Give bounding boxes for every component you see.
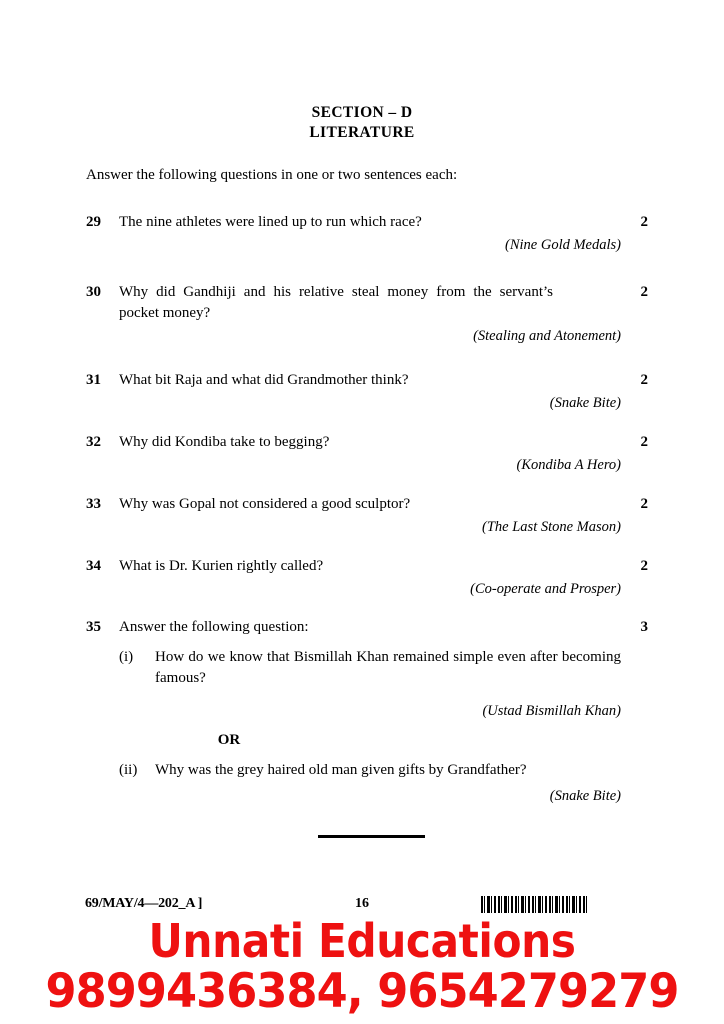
question-row (86, 432, 648, 453)
question-number: 31 (86, 372, 101, 388)
question-number: 33 (86, 496, 101, 512)
question-text: What bit Raja and what did Grandmother think? (119, 372, 409, 388)
sub-question-text: How do we know that Bismillah Khan remained simple even after becoming famous? (155, 649, 621, 686)
question-text: What is Dr. Kurien rightly called? (119, 558, 324, 574)
sub-question-source: (Ustad Bismillah Khan) (482, 703, 621, 719)
question-text: Why did Gandhiji and his relative steal money from the servant’s pocket money? (119, 284, 553, 321)
question-block-34 (86, 556, 648, 599)
watermark-name: Unnati Educations (148, 914, 576, 968)
page-number: 16 (355, 896, 369, 911)
watermark-overlay (0, 916, 724, 1018)
question-number: 32 (86, 434, 101, 450)
question-row (86, 617, 648, 638)
question-marks: 3 (640, 619, 648, 635)
section-title: SECTION – D (311, 104, 413, 121)
question-number: 30 (86, 284, 101, 300)
question-text: Why did Kondiba take to begging? (119, 434, 330, 450)
question-row (86, 282, 648, 324)
sub-question-text: Why was the grey haired old man given gifts by Grandfather? (155, 762, 527, 778)
question-row (86, 556, 648, 577)
question-number: 29 (86, 214, 101, 230)
question-source: (The Last Stone Mason) (482, 519, 621, 535)
question-text: Answer the following question: (119, 619, 309, 635)
watermark-phone: 9899436384, 9654279279 (45, 964, 679, 1019)
sub-question-label: (ii) (119, 762, 138, 778)
question-source: (Kondiba A Hero) (516, 457, 621, 473)
section-subject: LITERATURE (309, 124, 415, 141)
end-of-paper-rule (318, 835, 425, 838)
question-text: Why was Gopal not considered a good sculptor? (119, 496, 411, 512)
question-marks: 2 (640, 372, 648, 388)
question-row (86, 212, 648, 233)
instruction-text: Answer the following questions in one or two sentences each: (86, 167, 458, 183)
question-text: The nine athletes were lined up to run which race? (119, 214, 422, 230)
question-source: (Snake Bite) (549, 395, 621, 411)
question-row (86, 494, 648, 515)
question-marks: 2 (640, 434, 648, 450)
question-number: 35 (86, 619, 101, 635)
question-source: (Co-operate and Prosper) (470, 581, 621, 597)
question-marks: 2 (640, 284, 648, 300)
question-source: (Stealing and Atonement) (473, 328, 621, 344)
sub-question-ii (119, 760, 621, 781)
section-header (0, 103, 724, 143)
or-separator: OR (217, 732, 241, 748)
question-block-29 (86, 212, 648, 255)
question-block-31 (86, 370, 648, 413)
question-row (86, 370, 648, 391)
question-source: (Nine Gold Medals) (505, 237, 621, 253)
question-marks: 2 (640, 214, 648, 230)
question-block-30 (86, 282, 648, 346)
question-marks: 2 (640, 558, 648, 574)
question-block-35 (86, 617, 648, 806)
question-block-33 (86, 494, 648, 537)
sub-question-i (119, 647, 621, 689)
question-marks: 2 (640, 496, 648, 512)
question-block-32 (86, 432, 648, 475)
barcode-icon (481, 896, 589, 913)
sub-question-label: (i) (119, 649, 134, 665)
paper-code: 69/MAY/4—202_A ] (85, 896, 203, 911)
question-number: 34 (86, 558, 101, 574)
sub-question-source: (Snake Bite) (549, 788, 621, 804)
